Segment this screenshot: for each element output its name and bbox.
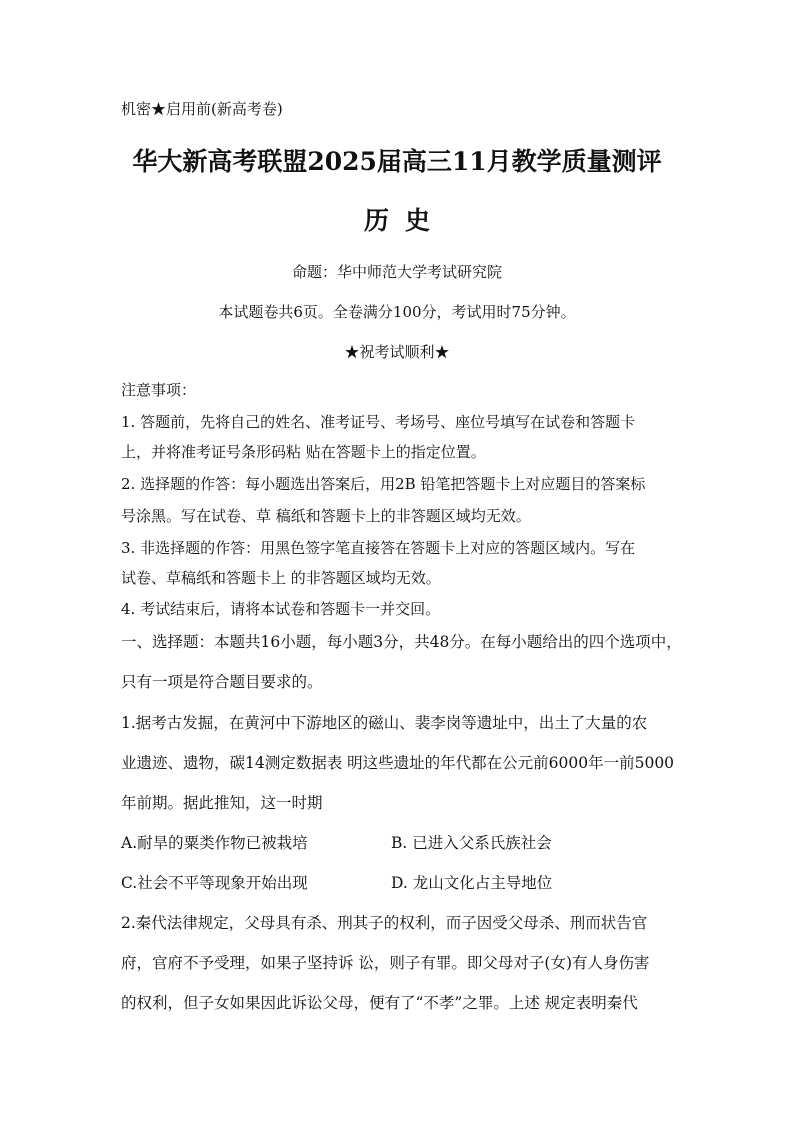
author-line: 命题：华中师范大学考试研究院 bbox=[291, 263, 502, 281]
question-2-line: 的权利，但子女如果因此诉讼父母，便有了“不孝”之罪。上述 规定表明秦代 bbox=[121, 994, 638, 1012]
confidential-label: 机密★启用前(新高考卷) bbox=[121, 100, 283, 118]
notice-line: 2. 选择题的作答：每小题选出答案后，用2B 铅笔把答题卡上对应题目的答案标 bbox=[121, 475, 646, 493]
question-1-line: 1.据考古发掘，在黄河中下游地区的磁山、裴李岗等遗址中，出土了大量的农 bbox=[121, 714, 648, 732]
section-heading: 一、选择题：本题共16小题，每小题3分，共48分。在每小题给出的四个选项中， bbox=[121, 633, 682, 651]
notice-line: 3. 非选择题的作答：用黑色签字笔直接答在答题卡上对应的答题区域内。写在 bbox=[121, 539, 636, 557]
subject-title: 历史 bbox=[363, 206, 446, 235]
question-1-option-d: D. 龙山文化占主导地位 bbox=[391, 874, 553, 892]
wish-line: ★祝考试顺利★ bbox=[344, 343, 450, 361]
question-1-line: 年前期。据此推知，这一时期 bbox=[121, 794, 323, 812]
notice-line: 4. 考试结束后，请将本试卷和答题卡一并交回。 bbox=[121, 600, 441, 618]
exam-info-line: 本试题卷共6页。全卷满分100分，考试用时75分钟。 bbox=[218, 303, 576, 321]
notice-line: 1. 答题前，先将自己的姓名、准考证号、考场号、座位号填写在试卷和答题卡 bbox=[121, 413, 636, 431]
question-1-option-b: B. 已进入父系氏族社会 bbox=[391, 834, 552, 852]
section-heading-cont: 只有一项是符合题目要求的。 bbox=[121, 673, 323, 691]
question-1-option-a: A.耐旱的粟类作物已被栽培 bbox=[121, 834, 308, 852]
notice-heading: 注意事项： bbox=[121, 381, 197, 399]
question-1-line: 业遗迹、遗物，碳14测定数据表 明这些遗址的年代都在公元前6000年一前5000 bbox=[121, 754, 675, 772]
question-2-line: 府，官府不予受理，如果子坚持诉 讼，则子有罪。即父母对子(女)有人身伤害 bbox=[121, 954, 650, 972]
notice-line: 试卷、草稿纸和答题卡上 的非答题区域均无效。 bbox=[121, 569, 441, 587]
notice-line: 号涂黑。写在试卷、草 稿纸和答题卡上的非答题区域均无效。 bbox=[121, 507, 531, 525]
question-2-line: 2.秦代法律规定，父母具有杀、刑其子的权利，而子因受父母杀、刑而状告官 bbox=[121, 914, 648, 932]
notice-line: 上，并将准考证号条形码粘 贴在答题卡上的指定位置。 bbox=[121, 443, 486, 461]
exam-title: 华大新高考联盟2025届高三11月教学质量测评 bbox=[132, 147, 662, 176]
question-1-option-c: C.社会不平等现象开始出现 bbox=[121, 874, 308, 892]
